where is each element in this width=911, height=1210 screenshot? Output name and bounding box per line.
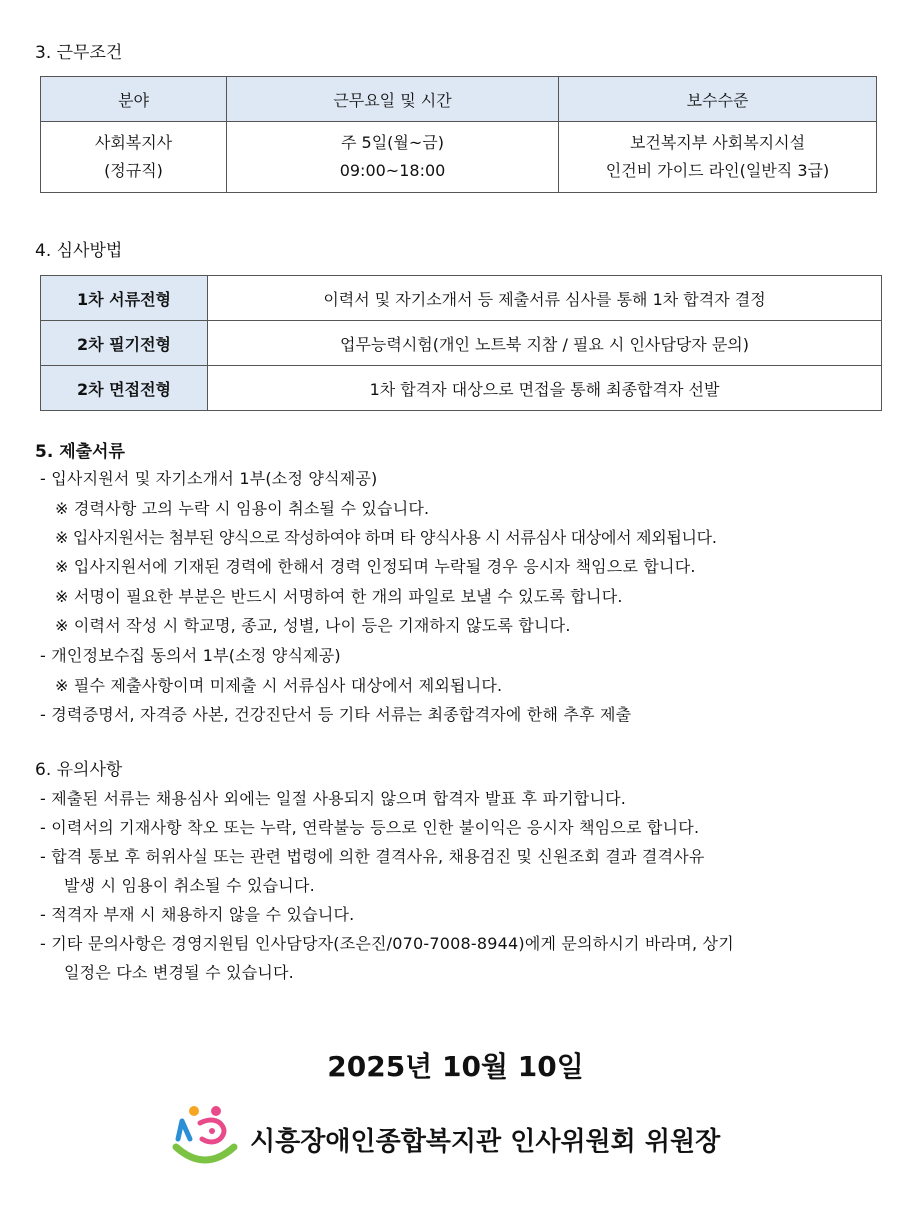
header-pay: 보수수준: [559, 77, 877, 122]
note-item: ※ 입사지원서는 첨부된 양식으로 작성하여야 하며 타 양식사용 시 서류심사 대상에서 제외됩니다.: [55, 528, 717, 547]
pay-line-1: 보건복지부 사회복지시설: [629, 133, 806, 152]
signature-block: [170, 1103, 720, 1175]
list-item: - 적격자 부재 시 채용하지 않을 수 있습니다.: [40, 905, 355, 924]
list-item: - 입사지원서 및 자기소개서 1부(소정 양식제공): [40, 469, 378, 488]
note-item: ※ 입사지원서에 기재된 경력에 한해서 경력 인정되며 누락될 경우 응시자 책임으로 합니다.: [55, 557, 696, 576]
note-item: ※ 이력서 작성 시 학교명, 종교, 성별, 나이 등은 기재하지 않도록 합니다.: [55, 616, 571, 635]
document-date: 2025년 10월 10일: [327, 1050, 584, 1083]
stage-label: 2차 면접전형: [41, 366, 208, 411]
cell-field: [41, 122, 227, 193]
table-row: [41, 122, 877, 193]
hours-line-1: 주 5일(월~금): [341, 133, 444, 152]
list-item-continued: 일정은 다소 변경될 수 있습니다.: [64, 963, 294, 982]
note-item: ※ 필수 제출사항이며 미제출 시 서류심사 대상에서 제외됩니다.: [55, 676, 503, 695]
list-item: - 제출된 서류는 채용심사 외에는 일절 사용되지 않으며 합격자 발표 후 파기합니다.: [40, 789, 627, 808]
screening-method-table: [40, 275, 882, 411]
cell-pay: [559, 122, 877, 193]
section6-title: 6. 유의사항: [35, 760, 123, 780]
list-item-continued: 발생 시 임용이 취소될 수 있습니다.: [64, 876, 315, 895]
header-hours: 근무요일 및 시간: [227, 77, 559, 122]
cell-hours: [227, 122, 559, 193]
stage-description: 이력서 및 자기소개서 등 제출서류 심사를 통해 1차 합격자 결정: [208, 276, 882, 321]
smiley-logo-icon: [170, 1103, 240, 1175]
stage-description: 1차 합격자 대상으로 면접을 통해 최종합격자 선발: [208, 366, 882, 411]
note-item: ※ 경력사항 고의 누락 시 임용이 취소될 수 있습니다.: [55, 499, 430, 518]
hours-line-2: 09:00~18:00: [339, 161, 446, 180]
note-item: ※ 서명이 필요한 부분은 반드시 서명하여 한 개의 파일로 보낼 수 있도록 합니다.: [55, 587, 623, 606]
stage-label: 2차 필기전형: [41, 321, 208, 366]
section5-title: 5. 제출서류: [35, 442, 125, 462]
field-line-1: 사회복지사: [94, 133, 173, 152]
table-row: [41, 366, 882, 411]
section3-title: 3. 근무조건: [35, 43, 123, 63]
signature-text: 시흥장애인종합복지관 인사위원회 위원장: [250, 1126, 721, 1157]
header-field: 분야: [41, 77, 227, 122]
table-header-row: [41, 77, 877, 122]
list-item: - 경력증명서, 자격증 사본, 건강진단서 등 기타 서류는 최종합격자에 한해 추후 제출: [40, 705, 632, 724]
table-row: [41, 321, 882, 366]
pay-line-2: 인건비 가이드 라인(일반직 3급): [605, 161, 830, 180]
work-conditions-table: [40, 76, 877, 193]
section4-title: 4. 심사방법: [35, 241, 123, 261]
stage-label: 1차 서류전형: [41, 276, 208, 321]
field-line-2: (정규직): [104, 161, 163, 180]
table-row: [41, 276, 882, 321]
list-item: - 기타 문의사항은 경영지원팀 인사담당자(조은진/070-7008-8944)에게 문의하시기 바라며, 상기: [40, 934, 734, 953]
list-item: - 개인정보수집 동의서 1부(소정 양식제공): [40, 646, 341, 665]
list-item: - 합격 통보 후 허위사실 또는 관련 법령에 의한 결격사유, 채용검진 및 신원조회 결과 결격사유: [40, 847, 705, 866]
list-item: - 이력서의 기재사항 착오 또는 누락, 연락불능 등으로 인한 불이익은 응시자 책임으로 합니다.: [40, 818, 700, 837]
stage-description: 업무능력시험(개인 노트북 지참 / 필요 시 인사담당자 문의): [208, 321, 882, 366]
